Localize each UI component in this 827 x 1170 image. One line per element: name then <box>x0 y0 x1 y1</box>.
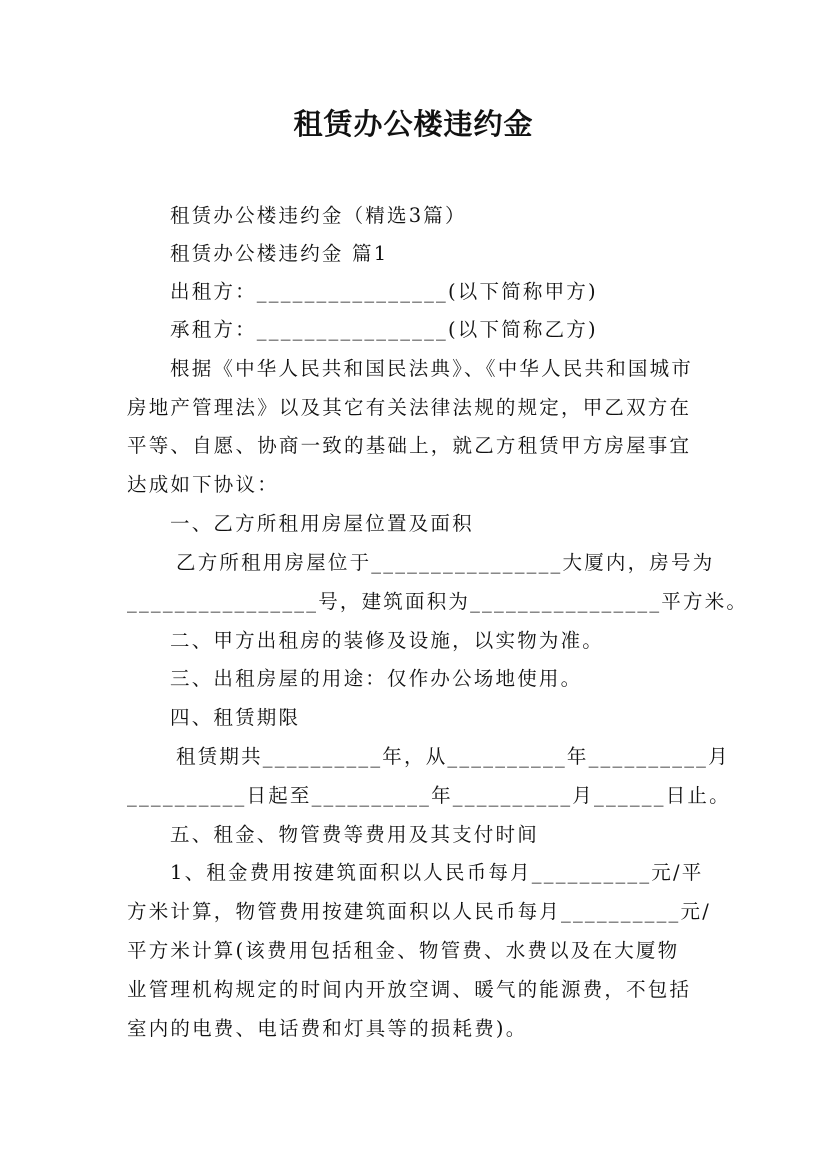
document-title: 租赁办公楼违约金 <box>293 107 534 141</box>
subtitle-line: 租赁办公楼违约金（精选3篇） <box>170 204 467 227</box>
lessor-line: 出租方：________________(以下简称甲方) <box>170 280 598 303</box>
paragraph-line: 平等、自愿、协商一致的基础上，就乙方租赁甲方房屋事宜 <box>127 434 692 457</box>
section-heading: 租赁办公楼违约金 篇1 <box>170 242 389 265</box>
paragraph-line: 业管理机构规定的时间内开放空调、暖气的能源费，不包括 <box>127 978 692 1001</box>
paragraph-line: 根据《中华人民共和国民法典》、《中华人民共和国城市 <box>170 357 694 380</box>
clause-heading: 四、租赁期限 <box>170 706 301 729</box>
paragraph-line: 租赁期共__________年，从__________年__________月 <box>176 745 730 768</box>
clause-heading: 一、乙方所租用房屋位置及面积 <box>170 512 474 535</box>
paragraph-line: 1、租金费用按建筑面积以人民币每月__________元/平 <box>170 861 704 884</box>
paragraph-line: 方米计算，物管费用按建筑面积以人民币每月__________元/ <box>127 900 711 923</box>
paragraph-line: 平方米计算(该费用包括租金、物管费、水费以及在大厦物 <box>127 939 680 962</box>
paragraph-line: 乙方所租用房屋位于________________大厦内，房号为 <box>176 551 715 574</box>
paragraph-line: 房地产管理法》以及其它有关法律法规的规定，甲乙双方在 <box>127 396 692 419</box>
paragraph-line: __________日起至__________年__________月______日止。 <box>127 784 731 807</box>
clause-heading: 三、出租房屋的用途：仅作办公场地使用。 <box>170 667 583 690</box>
paragraph-line: ________________号，建筑面积为________________平方米。 <box>127 590 749 613</box>
paragraph-line: 达成如下协议： <box>127 473 279 496</box>
lessee-line: 承租方：________________(以下简称乙方) <box>170 318 598 341</box>
clause-heading: 五、租金、物管费等费用及其支付时间 <box>170 823 539 846</box>
clause-heading: 二、甲方出租房的装修及设施，以实物为准。 <box>170 629 605 652</box>
paragraph-line: 室内的电费、电话费和灯具等的损耗费)。 <box>127 1017 528 1040</box>
